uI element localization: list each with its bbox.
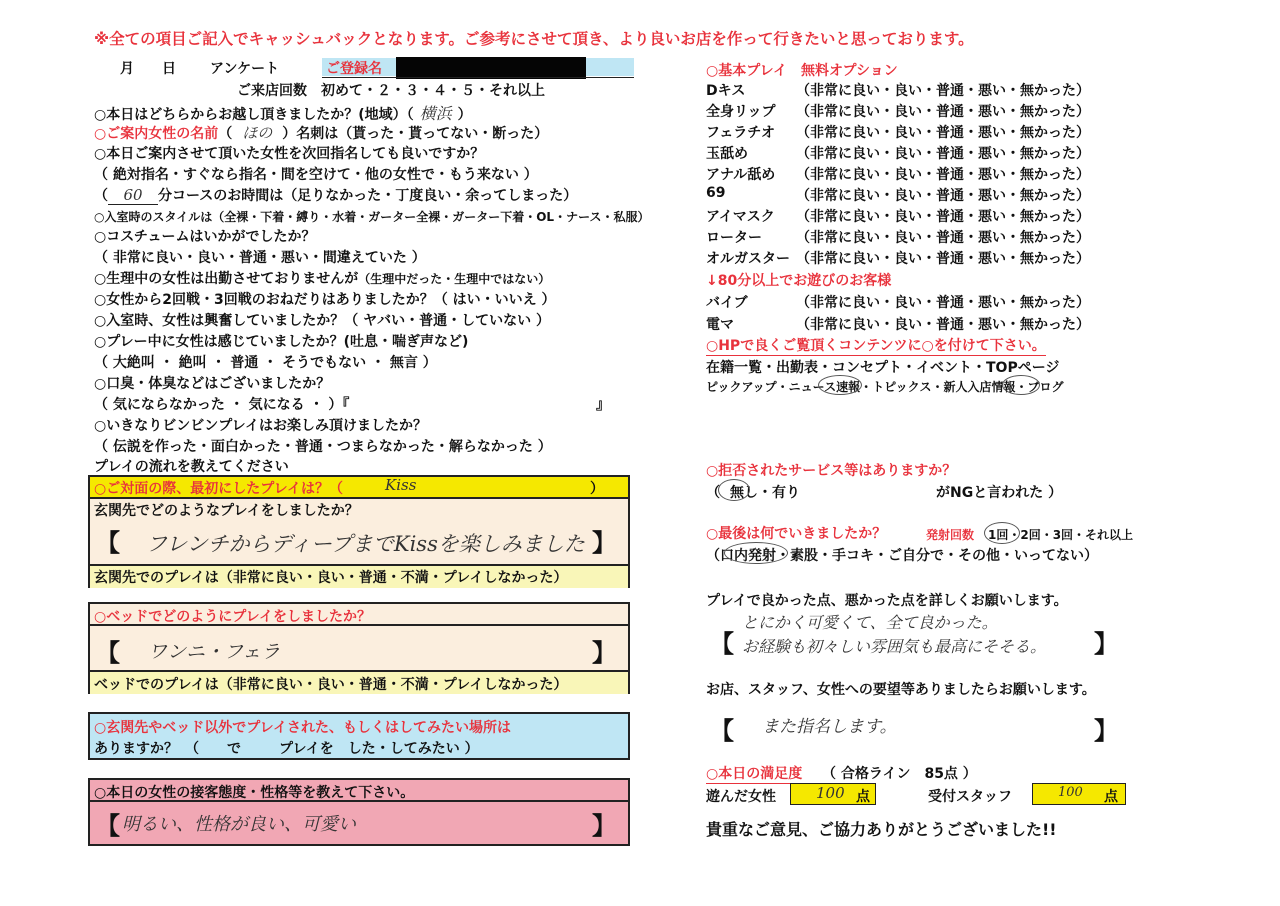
survey-label: アンケート	[210, 61, 280, 77]
over80-item-rating: （非常に良い・良い・普通・悪い・無かった）	[796, 317, 1090, 333]
shot-count-options: 1回・2回・3回・それ以上	[988, 528, 1134, 542]
hand-circle-mark	[1002, 375, 1040, 395]
question-feeling: ○プレー中に女性は感じていましたか？(吐息・喘ぎ声など)	[94, 334, 469, 350]
visit-count: ご来店回数 初めて・２・３・４・５・それ以上	[237, 83, 545, 99]
pass-line: （ 合格ライン 85点 ）	[822, 766, 977, 782]
question-guide-name: ○ご案内女性の名前（ ほの ）名刺は（貰った・貰ってない・断った）	[94, 124, 549, 142]
question-next-nomination: ○本日ご案内させて頂いた女性を次回指名しても良いですか？	[94, 146, 485, 162]
over80-item: バイブ	[706, 295, 748, 311]
staff-score-label: 受付スタッフ	[928, 789, 1012, 805]
basic-item: 玉舐め	[706, 146, 748, 162]
attitude-detail: 明るい、性格が良い、可愛い	[122, 814, 356, 835]
girl-score-value: 100	[816, 784, 845, 802]
good-bad-question: プレイで良かった点、悪かった点を詳しくお願いします。	[706, 593, 1068, 609]
basic-item-rating: （非常に良い・良い・普通・悪い・無かった）	[796, 167, 1090, 183]
question-costume: ○コスチュームはいかがでしたか？	[94, 229, 316, 245]
bed-title-divider	[90, 624, 628, 626]
basic-item-rating: （非常に良い・良い・普通・悪い・無かった）	[796, 146, 1090, 162]
bed-play-title: ○ベッドでどのようにプレイをしましたか？	[94, 609, 371, 625]
basic-item-rating: （非常に良い・良い・普通・悪い・無かった）	[796, 104, 1090, 120]
attitude-title: ○本日の女性の接客態度・性格等を教えて下さい。	[94, 785, 415, 801]
bed-play-rating: ベッドでのプレイは（非常に良い・良い・普通・不満・プレイしなかった）	[94, 677, 568, 693]
odor-close-bracket: 』	[596, 397, 610, 413]
question-instant-play: ○いきなりビンビンプレイはお楽しみ頂けましたか？	[94, 418, 427, 434]
question-excitement: ○入室時、女性は興奮していましたか？（ ヤバい・普通・していない ）	[94, 313, 550, 329]
cashback-notice: ※全ての項目ご記入でキャッシュバックとなります。ご参考にさせて頂き、より良いお店を作って行きたいと思っております。	[94, 30, 974, 48]
feeling-options: （ 大絶叫 ・ 絶叫 ・ 普通 ・ そうでもない ・ 無言 ）	[94, 355, 437, 371]
request-bracket-close: 】	[1094, 717, 1118, 745]
basic-item: 全身リップ	[706, 104, 776, 120]
hand-circle-mark	[984, 522, 1020, 544]
question-entry-style: ○入室時のスタイルは（全裸・下着・縛り・水着・ガーター全裸・ガーター下着・OL・ナース・私服）	[94, 210, 650, 224]
over80-item-rating: （非常に良い・良い・普通・悪い・無かった）	[796, 295, 1090, 311]
question-period: ○生理中の女性は出勤させておりませんが（生理中だった・生理中ではない）	[94, 271, 551, 287]
good-bad-bracket-open: 【	[710, 630, 734, 658]
basic-item-rating: （非常に良い・良い・普通・悪い・無かった）	[796, 251, 1090, 267]
basic-item: ローター	[706, 230, 762, 246]
question-course-time: （ 60 分コースのお時間は（足りなかった・丁度良い・余ってしまった）	[94, 186, 578, 204]
finish-title: ○最後は何でいきましたか？	[706, 526, 887, 542]
hand-circle-mark	[818, 375, 862, 395]
attitude-bracket-open: 【	[96, 812, 120, 840]
good-bad-answer-line2: お経験も初々しい雰囲気も最高にそそる。	[742, 637, 1047, 656]
staff-score-value: 100	[1058, 785, 1083, 800]
attitude-divider	[90, 800, 628, 802]
basic-item: アナル舐め	[706, 167, 776, 183]
member-name-label: ご登録名	[326, 61, 382, 77]
refused-service-rest: がNGと言われた ）	[936, 485, 1063, 501]
entrance-bracket-open: 【	[96, 529, 120, 557]
attitude-bracket-close: 】	[592, 812, 616, 840]
request-question: お店、スタッフ、女性への要望等ありましたらお願いします。	[706, 682, 1096, 698]
basic-item: フェラチオ	[706, 125, 776, 141]
hp-content-title: ○HPで良くご覧頂くコンテンツに○を付けて下さい。	[706, 335, 1046, 356]
over-80-label: ↓80分以上でお遊びのお客様	[706, 273, 892, 289]
first-play-title-close: ）	[590, 481, 604, 497]
entrance-play-rating: 玄関先でのプレイは（非常に良い・良い・普通・不満・プレイしなかった）	[94, 570, 568, 586]
bed-bracket-close: 】	[592, 639, 616, 667]
finish-options: （口内発射・素股・手コキ・ご自分で・その他・いってない）	[706, 548, 1098, 564]
request-bracket-open: 【	[710, 717, 734, 745]
basic-item: アイマスク	[706, 209, 775, 225]
basic-item-rating: （非常に良い・良い・普通・悪い・無かった）	[796, 209, 1090, 225]
request-answer: また指名します。	[762, 717, 897, 737]
place-line2: ありますか？ （ で プレイを した・してみたい ）	[94, 741, 479, 757]
first-play-answer: Kiss	[385, 476, 417, 494]
instant-play-options: （ 伝説を作った・面白かった・普通・つまらなかった・解らなかった ）	[94, 439, 552, 455]
question-area: ○本日はどちらからお越し頂きましたか？(地域）（ 横浜 ）	[94, 104, 472, 123]
month-day-label: 月 日	[120, 61, 176, 77]
hp-content-line2: ピックアップ・ニュース速報・トピックス・新人入店情報・ブログ	[706, 380, 1064, 394]
question-odor: ○口臭・体臭などはございましたか？	[94, 376, 331, 392]
member-underline	[322, 77, 634, 78]
bed-play-detail: ワンニ・フェラ	[148, 641, 281, 663]
costume-options: （ 非常に良い・良い・普通・悪い・間違えていた ）	[94, 250, 426, 266]
over80-item: 電マ	[706, 317, 734, 333]
basic-item-rating: （非常に良い・良い・普通・悪い・無かった）	[796, 83, 1090, 99]
redaction-bar	[396, 57, 586, 79]
hp-content-line1: 在籍一覧・出勤表・コンセプト・イベント・TOPページ	[706, 360, 1060, 376]
play-flow-label: プレイの流れを教えてください	[94, 459, 289, 475]
basic-item: オルガスター	[706, 251, 790, 267]
refused-service-title: ○拒否されたサービス等はありますか？	[706, 463, 957, 479]
entrance-play-detail: フレンチからディープまでKissを楽しみました	[146, 532, 585, 556]
hand-circle-mark	[724, 542, 788, 564]
staff-score-unit: 点	[1104, 789, 1118, 805]
first-play-title: ○ご対面の際、最初にしたプレイは？（	[94, 481, 343, 497]
nomination-options: （ 絶対指名・すぐなら指名・間を空けて・他の女性で・もう来ない ）	[94, 167, 538, 183]
good-bad-answer-line1: とにかく可愛くて、全て良かった。	[742, 613, 998, 632]
good-bad-bracket-close: 】	[1094, 630, 1118, 658]
shot-count-label: 発射回数	[926, 528, 975, 542]
entrance-play-question: 玄関先でどのようなプレイをしましたか？	[94, 503, 359, 519]
place-question: ○玄関先やベッド以外でプレイされた、もしくはしてみたい場所は	[94, 720, 511, 736]
basic-item-rating: （非常に良い・良い・普通・悪い・無かった）	[796, 125, 1090, 141]
question-second-round: ○女性から2回戦・3回戦のおねだりはありましたか？（ はい・いいえ ）	[94, 292, 556, 308]
satisfaction-title: ○本日の満足度	[706, 763, 802, 784]
basic-item-rating: （非常に良い・良い・普通・悪い・無かった）	[796, 230, 1090, 246]
entrance-bracket-close: 】	[592, 529, 616, 557]
girl-score-label: 遊んだ女性	[706, 789, 776, 805]
basic-item-rating: （非常に良い・良い・普通・悪い・無かった）	[796, 188, 1090, 204]
thanks-message: 貴重なご意見、ご協力ありがとうございました!!	[706, 820, 1057, 839]
basic-item: Dキス	[706, 83, 746, 99]
girl-score-unit: 点	[856, 789, 870, 805]
basic-item: 69	[706, 185, 726, 201]
odor-options: （ 気にならなかった ・ 気になる ・ ）『	[94, 397, 350, 413]
refused-service-line: （ 無し・有り	[706, 485, 800, 501]
hand-circle-mark	[718, 479, 750, 501]
bed-bracket-open: 【	[96, 639, 120, 667]
basic-play-title: ○基本プレイ 無料オプション	[706, 63, 898, 79]
